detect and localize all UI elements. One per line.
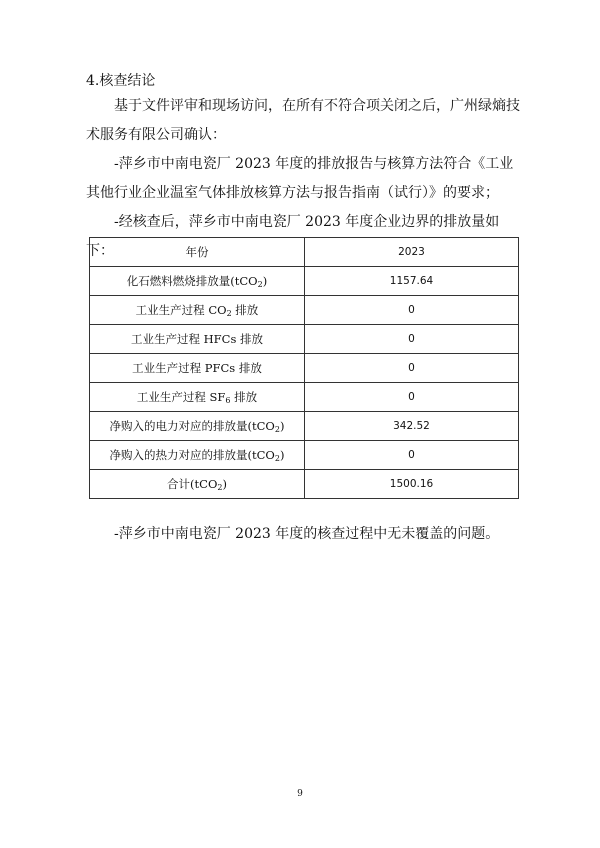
row-label-subscript: 6 (225, 396, 231, 405)
row-label (90, 441, 305, 470)
table-header-row (90, 238, 519, 267)
row-value: 0 (305, 354, 519, 383)
row-label (90, 325, 305, 354)
row-value: 342.52 (305, 412, 519, 441)
section-heading: 4.核查结论 (86, 73, 156, 89)
confirmation-paragraph: 基于文件评审和现场访问，在所有不符合项关闭之后，广州绿熵技术服务有限公司确认： (86, 98, 520, 143)
row-label-suffix: ) (279, 419, 285, 433)
row-value: 1500.16 (305, 470, 519, 499)
row-label-suffix: ) (262, 274, 268, 288)
row-label-text: 工业生产过程 CO (135, 303, 227, 317)
row-label (90, 470, 305, 499)
row-label-text: 工业生产过程 PFCs 排放 (132, 361, 262, 375)
row-label-subscript: 2 (217, 483, 223, 492)
row-value: 0 (305, 296, 519, 325)
header-year-label: 年份 (90, 238, 305, 267)
row-value: 0 (305, 383, 519, 412)
table-row (90, 412, 519, 441)
row-value: 1157.64 (305, 267, 519, 296)
table-row (90, 325, 519, 354)
row-value: 0 (305, 325, 519, 354)
row-label-text: 净购入的电力对应的排放量(tCO (109, 419, 275, 433)
row-label (90, 296, 305, 325)
row-label (90, 383, 305, 412)
row-label-text: 工业生产过程 HFCs 排放 (130, 332, 264, 346)
row-label-subscript: 2 (226, 309, 232, 318)
table-row (90, 267, 519, 296)
row-label-suffix: 排放 (230, 390, 258, 404)
row-label-subscript: 2 (257, 280, 263, 289)
no-issue-paragraph: -萍乡市中南电瓷厂 2023 年度的核查过程中无未覆盖的问题。 (114, 526, 500, 542)
row-label-text: 合计(tCO (167, 477, 218, 491)
table-row (90, 354, 519, 383)
emissions-table (89, 237, 519, 499)
row-label (90, 354, 305, 383)
row-label-suffix: ) (222, 477, 227, 491)
row-label-suffix: 排放 (231, 303, 259, 317)
row-label-subscript: 2 (274, 425, 280, 434)
row-label (90, 267, 305, 296)
row-label-suffix: ) (279, 448, 285, 462)
row-value: 0 (305, 441, 519, 470)
table-row (90, 383, 519, 412)
compliance-paragraph: -萍乡市中南电瓷厂 2023 年度的排放报告与核算方法符合《工业其他行业企业温室气体排放核算方法与报告指南（试行）》的要求； (86, 156, 514, 201)
row-label (90, 412, 305, 441)
row-label-text: 化石燃料燃烧排放量(tCO (126, 274, 258, 288)
table-row (90, 441, 519, 470)
row-label-text: 工业生产过程 SF (136, 390, 226, 404)
table-row (90, 296, 519, 325)
table-row (90, 470, 519, 499)
header-year-value: 2023 (305, 238, 519, 267)
row-label-subscript: 2 (274, 454, 280, 463)
page-number: 9 (297, 789, 303, 799)
row-label-text: 净购入的热力对应的排放量(tCO (109, 448, 275, 462)
boundary-paragraph: -经核查后，萍乡市中南电瓷厂 2023 年度企业边界的排放量如下： (86, 214, 500, 259)
